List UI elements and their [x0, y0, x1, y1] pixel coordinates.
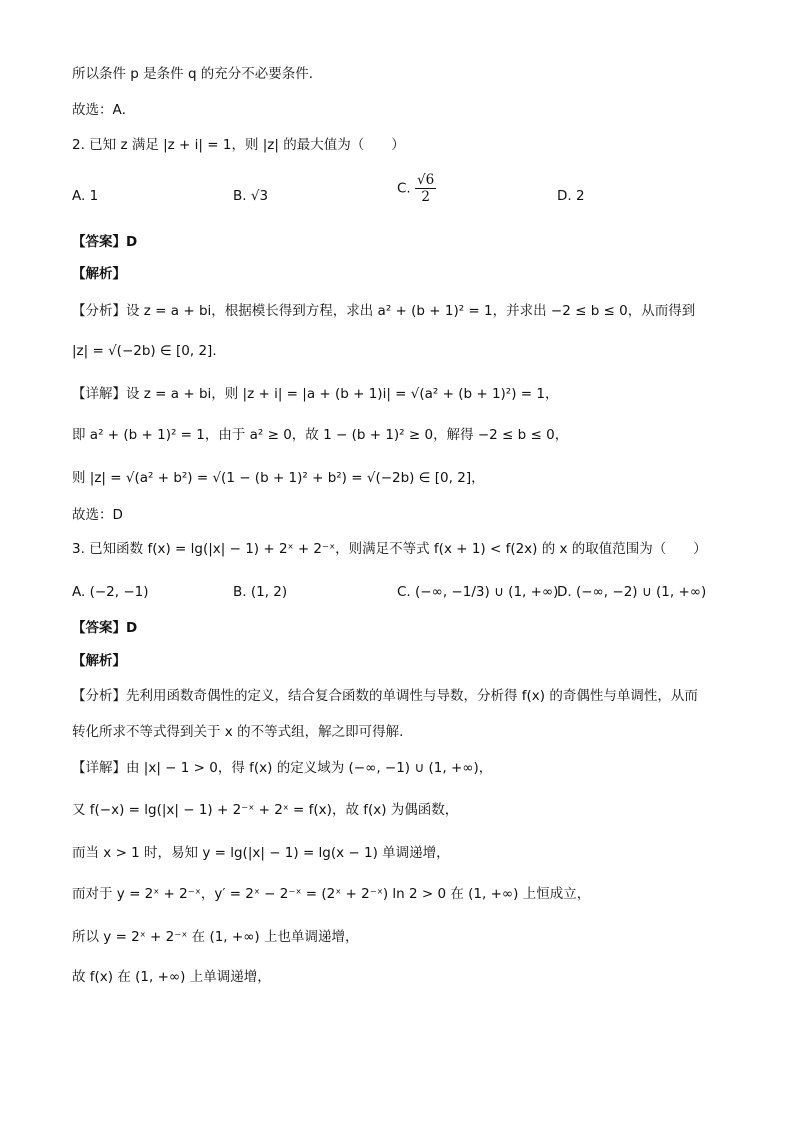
text-line: 所以条件 p 是条件 q 的充分不必要条件．: [72, 66, 323, 82]
text-line: 故 f(x) 在 (1, +∞) 上单调递增，: [72, 969, 271, 985]
text-line: 【分析】设 z = a + bi，根据模长得到方程，求出 a² + (b + 1)² = 1，并求出 −2 ≤ b ≤ 0，从而得到: [72, 303, 696, 319]
option-a: A. (−2, −1): [72, 584, 149, 600]
text-line: 则 |z| = √(a² + b²) = √(1 − (b + 1)² + b²) = √(−2b) ∈ [0, 2]，: [72, 470, 485, 486]
text-line: 【详解】设 z = a + bi，则 |z + i| = |a + (b + 1)i| = √(a² + (b + 1)²) = 1，: [72, 386, 559, 402]
text-line: 即 a² + (b + 1)² = 1，由于 a² ≥ 0，故 1 − (b + 1)² ≥ 0，解得 −2 ≤ b ≤ 0，: [72, 427, 569, 443]
fraction: [415, 172, 436, 205]
option-c-label: C.: [397, 180, 411, 197]
text-line: 转化所求不等式得到关于 x 的不等式组，解之即可得解.: [72, 724, 404, 740]
text-line: |z| = √(−2b) ∈ [0, 2].: [72, 343, 217, 359]
option-a: A. 1: [72, 188, 99, 204]
text-line: 所以 y = 2ˣ + 2⁻ˣ 在 (1, +∞) 上也单调递增，: [72, 929, 359, 945]
analysis-label: 【解析】: [72, 266, 126, 282]
text-line: 而当 x > 1 时，易知 y = lg(|x| − 1) = lg(x − 1) 单调递增，: [72, 845, 450, 861]
answer-label: 【答案】D: [72, 234, 138, 250]
text-line: 又 f(−x) = lg(|x| − 1) + 2⁻ˣ + 2ˣ = f(x)，故 f(x) 为偶函数，: [72, 802, 459, 818]
question-3: 3. 已知函数 f(x) = lg(|x| − 1) + 2ˣ + 2⁻ˣ，则满足不等式 f(x + 1) < f(2x) 的 x 的取值范围为（ ）: [72, 541, 707, 557]
fraction-numerator: √6: [417, 172, 435, 188]
text-line: 而对于 y = 2ˣ + 2⁻ˣ，y′ = 2ˣ − 2⁻ˣ = (2ˣ + 2⁻ˣ) ln 2 > 0 在 (1, +∞) 上恒成立，: [72, 886, 591, 902]
question-2: 2. 已知 z 满足 |z + i| = 1，则 |z| 的最大值为（ ）: [72, 137, 405, 153]
text-line: 故选：A．: [72, 102, 136, 118]
option-c: [397, 172, 436, 205]
text-line: 【详解】由 |x| − 1 > 0，得 f(x) 的定义域为 (−∞, −1) ∪ (1, +∞)，: [72, 760, 493, 776]
text-line: 【分析】先利用函数奇偶性的定义，结合复合函数的单调性与导数，分析得 f(x) 的奇偶性与单调性，从而: [72, 688, 698, 704]
option-d: D. (−∞, −2) ∪ (1, +∞): [557, 584, 707, 600]
option-d: D. 2: [557, 188, 585, 204]
option-b: B. (1, 2): [233, 584, 288, 600]
text-line: 故选：D: [72, 507, 123, 523]
answer-label: 【答案】D: [72, 620, 138, 636]
fraction-denominator: 2: [421, 189, 430, 205]
option-b: B. √3: [233, 188, 269, 204]
analysis-label: 【解析】: [72, 653, 126, 669]
option-c: C. (−∞, −1/3) ∪ (1, +∞): [397, 584, 559, 600]
